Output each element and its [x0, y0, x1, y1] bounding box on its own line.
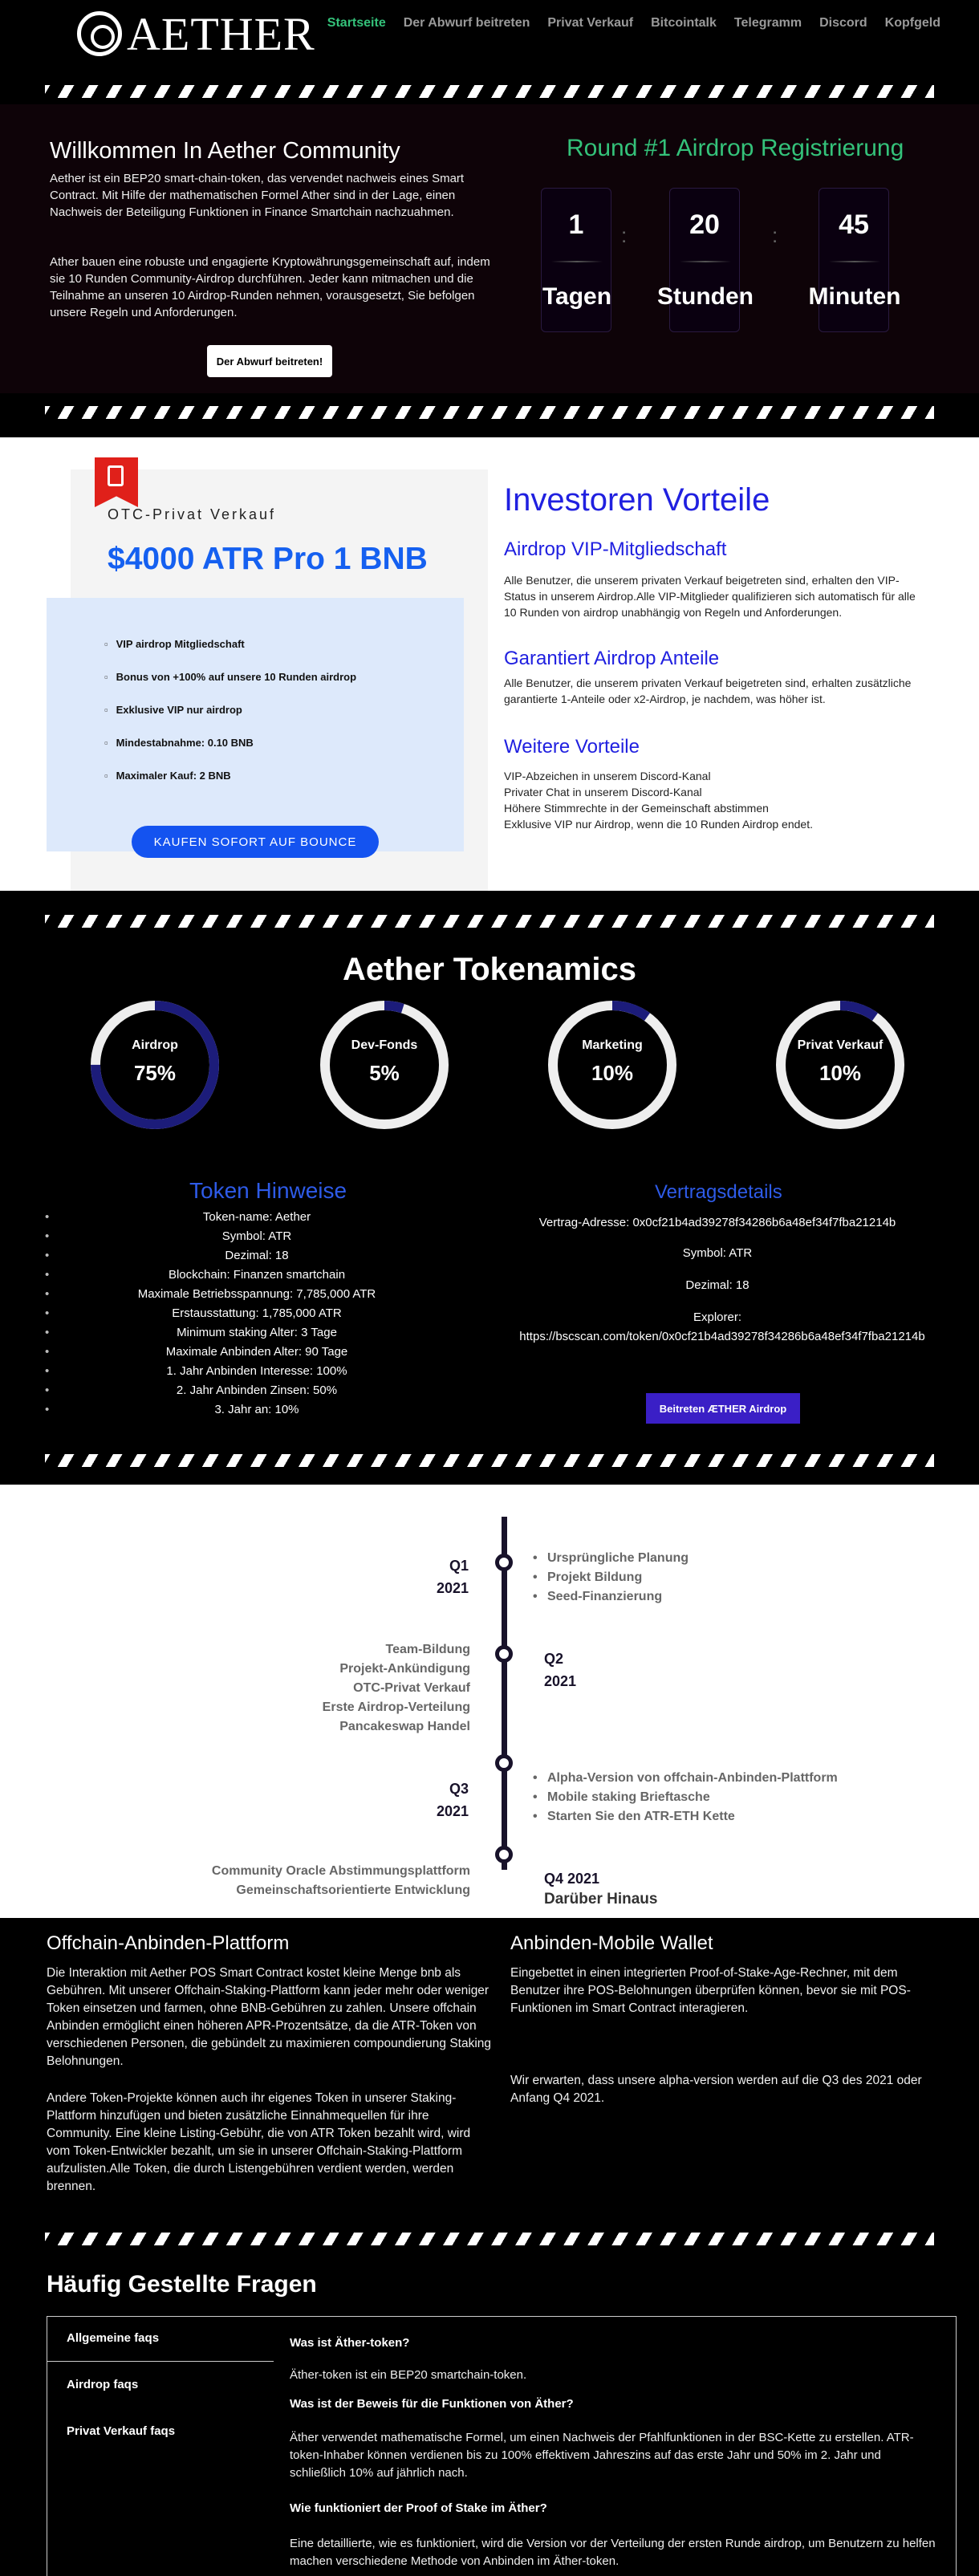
faq-question[interactable]: Was ist der Beweis für die Funktionen von Äther?: [290, 2397, 574, 2411]
benefit-heading: Airdrop VIP-Mitgliedschaft: [504, 538, 727, 560]
ring-label: Dev-Fonds: [351, 1038, 418, 1052]
benefit-text: Alle Benutzer, die unserem privaten Verkauf beigetreten sind, erhalten den VIP-Status in unserem Airdrop.Alle VIP-Mitglieder qualifizieren sich automatisch für alle 10 Runden von airdrop unabhängig von Regeln und Anforderungen.: [504, 574, 916, 619]
roadmap-item: • Seed-Finanzierung: [547, 1587, 689, 1607]
buy-now-button[interactable]: KAUFEN SOFORT AUF BOUNCE: [132, 826, 379, 858]
ring-percent: 10%: [591, 1061, 634, 1085]
roadmap-item: Gemeinschaftsorientierte Entwicklung •: [34, 1881, 470, 1900]
ring-label: Airdrop: [132, 1038, 178, 1052]
ring-label: Marketing: [582, 1038, 643, 1052]
wallet-paragraph-2: Wir erwarten, dass unsere alpha-version werden auf die Q3 des 2021 oder Anfang Q4 2021.: [510, 2074, 922, 2105]
ring-percent: 75%: [133, 1061, 177, 1085]
benefit-list-item: Exklusive VIP nur Airdrop, wenn die 10 Runden Airdrop endet.: [504, 818, 813, 831]
logo[interactable]: [77, 8, 315, 59]
hero-paragraph-1: Aether ist ein BEP20 smart-chain-token, das vervendet nachweis eines Smart Contract. Mit Hilfe der mathematischen Formel Ather sind in der Lage, einen Nachweis der Beteiligung Funktionen in Finance Smartchain nachzuahmen.: [50, 172, 465, 219]
faq-answer: Eine detaillierte, wie es funktioniert, wird die Version vor der Verteilung der ersten Runde airdrop, um Benutzern zu helfen machen verschiedene Methode von Anbinden im Äther-token.: [290, 2537, 936, 2568]
token-note-item: • 1. Jahr Anbinden Interesse: 100%: [48, 1364, 465, 1383]
roadmap-item: • Starten Sie den ATR-ETH Kette: [547, 1807, 838, 1826]
tokenomics-section: [0, 891, 979, 1485]
wallet-title: Anbinden-Mobile Wallet: [510, 1932, 713, 1954]
roadmap-item: • Alpha-Version von offchain-Anbinden-Plattform: [547, 1769, 838, 1788]
divider-stripe: [45, 915, 934, 928]
q3-year: 2021: [436, 1803, 469, 1819]
token-note-item: • Maximale Betriebsspannung: 7,785,000 ATR: [48, 1287, 465, 1306]
faq-panel: [47, 2316, 957, 2576]
divider-stripe: [45, 1454, 934, 1467]
benefit-heading: Weitere Vorteile: [504, 736, 640, 758]
roadmap-item: Projekt-Ankündigung •: [34, 1660, 470, 1679]
roadmap-section: [0, 1485, 979, 1918]
logo-text: AETHER: [127, 7, 315, 60]
offchain-paragraph-2: Andere Token-Projekte können auch ihr eigenes Token in unserer Staking-Plattform hinzufügen und bieten zusätzliche Einnahmequellen für ihre Community. Eine kleine Listing-Gebühr, die von ATR Token bezahlt wird, wird vom Token-Entwickler bezahlt, um sie in unserer Offchain-Staking-Plattform aufzulisten.Alle Token, die durch Listengebühren verdient werden, werden brennen.: [47, 2091, 471, 2193]
token-note-item: • Minimum staking Alter: 3 Tage: [48, 1326, 465, 1345]
site-header: [0, 0, 979, 77]
countdown-value: 20: [689, 209, 720, 240]
q2-label: Q2: [544, 1651, 564, 1667]
join-airdrop-button[interactable]: Der Abwurf beitreten!: [207, 345, 332, 377]
contract-symbol: Symbol: ATR: [682, 1246, 753, 1260]
ring-percent: 5%: [369, 1061, 400, 1085]
divider-stripe: [45, 406, 934, 419]
tokenomics-ring-privat-verkauf: [774, 998, 907, 1132]
investor-section: [0, 437, 979, 891]
ring-percent: 10%: [819, 1061, 862, 1085]
otc-features: [47, 598, 464, 851]
q2-year: 2021: [544, 1673, 577, 1689]
roadmap-item: Erste Airdrop-Verteilung •: [34, 1698, 470, 1717]
faq-tab-private-sale[interactable]: Privat Verkauf faqs: [67, 2424, 176, 2438]
q1-list: [547, 1549, 689, 1607]
countdown-value: 1: [568, 209, 584, 240]
wallet-paragraph-1: Eingebettet in einen integrierten Proof-of-Stake-Age-Rechner, mit dem Benutzer ihre POS-Belohnungen überprüfen können, bevor sie mit POS-Funktionen im Smart Contract interagieren.: [510, 1966, 911, 2015]
token-note-item: • Maximale Anbinden Alter: 90 Tage: [48, 1345, 465, 1364]
hero-title: Willkommen In Aether Community: [50, 138, 400, 164]
faq-question[interactable]: Was ist Äther-token?: [290, 2336, 410, 2350]
timeline-dot: [495, 1645, 513, 1663]
countdown-divider: [551, 261, 603, 262]
nav-abwurf[interactable]: Der Abwurf beitreten: [403, 16, 530, 30]
nav-telegramm[interactable]: Telegramm: [733, 16, 802, 30]
feature-item: ▫ Exklusive VIP nur airdrop: [104, 704, 242, 716]
timeline-dot: [495, 1554, 513, 1571]
roadmap-item: Team-Bildung •: [34, 1640, 470, 1660]
timeline-dot: [495, 1754, 513, 1772]
offchain-paragraph-1: Die Interaktion mit Aether POS Smart Contract kostet kleine Menge bnb als Gebühren. Mit unserer Offchain-Staking-Plattform kann jeder mehr oder weniger Token einsetzen und farmen, ohne BNB-Gebühren zu zahlen. Unsere offchain Anbinden ermöglicht einen höheren APR-Prozentsätze, da die ATR-Token von verschiedenen Personen, die gebündelt zu maximieren compoundierung Staking Belohnungen.: [47, 1966, 492, 2068]
countdown-label: Minuten: [808, 283, 901, 310]
q3-list: [547, 1769, 838, 1826]
q4-beyond: Darüber Hinaus: [544, 1891, 658, 1908]
benefit-text: Alle Benutzer, die unserem privaten Verkauf beigetreten sind, erhalten zusätzliche garantierte 1-Anteile oder x2-Airdrop, je nachdem, was höher ist.: [504, 677, 912, 705]
faq-tab-general[interactable]: Allgemeine faqs: [47, 2317, 274, 2362]
offchain-section: [0, 1918, 979, 2263]
faq-answer: Äther-token ist ein BEP20 smartchain-token.: [290, 2368, 527, 2382]
investor-title: Investoren Vorteile: [504, 482, 770, 518]
tokenomics-ring-dev-fonds: [318, 998, 451, 1132]
benefit-list-item: VIP-Abzeichen in unserem Discord-Kanal: [504, 770, 711, 782]
nav-bitcointalk[interactable]: Bitcointalk: [651, 16, 717, 30]
feature-item: ▫ Bonus von +100% auf unsere 10 Runden airdrop: [104, 671, 356, 683]
countdown-label: Stunden: [657, 283, 754, 310]
tokenomics-title: Aether Tokenamics: [342, 952, 637, 987]
roadmap-item: • Projekt Bildung: [547, 1568, 689, 1587]
faq-answer: Äther verwendet mathematische Formel, um einen Nachweis der Pfahlfunktionen in der BSC-Kette zu erstellen. ATR-token-Inhaber können verdienen bis zu 100% effektivem Jahreszins auf das erste Jahr und 50% im 2. Jahr und schließlich 10% auf jährlich nach.: [290, 2431, 914, 2480]
faq-question[interactable]: Wie funktioniert der Proof of Stake im Äther?: [290, 2501, 547, 2515]
nav-discord[interactable]: Discord: [819, 16, 867, 30]
roadmap-item: Pancakeswap Handel •: [34, 1717, 470, 1737]
timeline-dot: [495, 1846, 513, 1863]
nav-kopfgeld[interactable]: Kopfgeld: [884, 16, 940, 30]
round-title: Round #1 Airdrop Registrierung: [567, 135, 904, 161]
contract-decimal: Dezimal: 18: [685, 1278, 749, 1292]
countdown-divider: [829, 261, 880, 262]
logo-icon: [77, 11, 122, 56]
divider-stripe: [45, 85, 934, 98]
token-notes-list: [48, 1210, 465, 1422]
roadmap-item: • Mobile staking Brieftasche: [547, 1788, 838, 1807]
main-nav: [327, 16, 940, 30]
token-note-item: • Token-name: Aether: [48, 1210, 465, 1229]
faq-title: Häufig Gestellte Fragen: [47, 2271, 317, 2298]
benefit-list-item: Höhere Stimmrechte in der Gemeinschaft abstimmen: [504, 802, 769, 815]
contract-title: Vertragsdetails: [655, 1181, 782, 1203]
hero-paragraph-2: Ather bauen eine robuste und engagierte Kryptowährungsgemeinschaft auf, indem sie 10 Runden Community-Airdrop durchführen. Jeder kann mitmachen und die Teilnahme an unseren 10 Airdrop-Runden nehmen, vorausgesetzt, Sie befolgen unsere Regeln und Anforderungen.: [50, 255, 490, 319]
feature-item: ▫ VIP airdrop Mitgliedschaft: [104, 638, 245, 650]
tokenomics-ring-airdrop: [88, 998, 221, 1132]
roadmap-item: Community Oracle Abstimmungsplattform •: [34, 1862, 470, 1881]
explorer-link[interactable]: https://bscscan.com/token/0x0cf21b4ad39278f34286b6a48ef34f7fba21214b: [519, 1330, 925, 1343]
countdown-colon: :: [621, 223, 628, 247]
roadmap-item: • Ursprüngliche Planung: [547, 1549, 689, 1568]
token-notes-title: Token Hinweise: [189, 1178, 347, 1203]
join-aether-airdrop-button[interactable]: Beitreten ÆTHER Airdrop: [646, 1393, 800, 1424]
q2-list: [34, 1640, 470, 1737]
token-note-item: • 3. Jahr an: 10%: [48, 1403, 465, 1422]
feature-item: ▫ Mindestabnahme: 0.10 BNB: [104, 737, 254, 749]
explorer-label: Explorer:: [693, 1310, 742, 1324]
contract-address: Vertrag-Adresse: 0x0cf21b4ad39278f34286b6a48ef34f7fba21214b: [538, 1216, 896, 1229]
tokenomics-ring-marketing: [546, 998, 679, 1132]
token-note-item: • Erstausstattung: 1,785,000 ATR: [48, 1306, 465, 1326]
hero-section: [0, 104, 979, 393]
q4-list: [34, 1862, 470, 1900]
offchain-title: Offchain-Anbinden-Plattform: [47, 1932, 290, 1954]
q1-year: 2021: [436, 1580, 469, 1596]
countdown-days: [541, 188, 611, 332]
benefit-heading: Garantiert Airdrop Anteile: [504, 648, 720, 669]
nav-privat-verkauf[interactable]: Privat Verkauf: [547, 16, 634, 30]
faq-tab-airdrop[interactable]: Airdrop faqs: [67, 2378, 139, 2391]
countdown-hours: [657, 188, 754, 332]
nav-startseite[interactable]: Startseite: [327, 16, 386, 30]
countdown-label: Tagen: [542, 283, 612, 310]
token-note-item: • 2. Jahr Anbinden Zinsen: 50%: [48, 1383, 465, 1403]
countdown-colon: :: [772, 223, 778, 247]
countdown-minutes: [808, 188, 901, 332]
countdown-value: 45: [839, 209, 869, 240]
token-note-item: • Dezimal: 18: [48, 1249, 465, 1268]
token-note-item: • Symbol: ATR: [48, 1229, 465, 1249]
roadmap-item: OTC-Privat Verkauf •: [34, 1679, 470, 1698]
divider-stripe: [45, 2233, 934, 2245]
feature-item: ▫ Maximaler Kauf: 2 BNB: [104, 770, 231, 782]
ring-label: Privat Verkauf: [797, 1038, 884, 1052]
otc-price: $4000 ATR Pro 1 BNB: [108, 542, 428, 576]
q1-label: Q1: [449, 1558, 469, 1574]
q3-label: Q3: [449, 1781, 469, 1797]
benefit-list-item: Privater Chat in unserem Discord-Kanal: [504, 786, 702, 798]
otc-label: OTC-Privat Verkauf: [108, 506, 277, 522]
countdown-divider: [680, 261, 731, 262]
q4-label: Q4 2021: [544, 1871, 600, 1887]
token-note-item: • Blockchain: Finanzen smartchain: [48, 1268, 465, 1287]
